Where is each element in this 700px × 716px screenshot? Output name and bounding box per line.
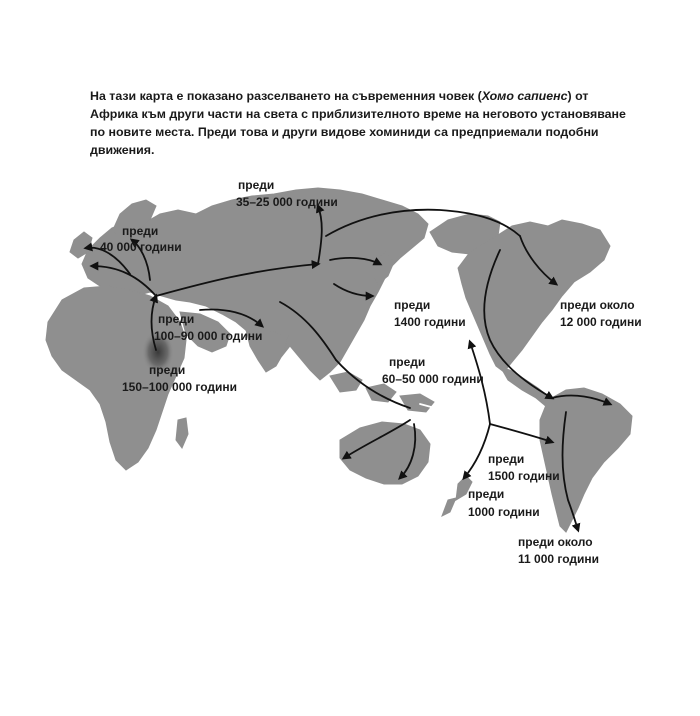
caption-text-2: ) от Африка към други части на света с приблизителното време на неговото установяване по новите места. Преди това и други видове хоминиди са предприемали подобни движения. (90, 89, 626, 157)
label-north-america-line2: 12 000 години (560, 315, 642, 329)
caption-text-1: На тази карта е показано разселването на съвременния човек ( (90, 89, 482, 103)
caption-species: Хомо сапиенс (481, 89, 568, 103)
label-europe-line1: преди (122, 224, 159, 238)
label-siberia-line1: преди (238, 178, 275, 192)
label-north-america-line1: преди около (560, 298, 635, 312)
label-near-east-line2: 100–90 000 години (154, 329, 263, 343)
south-america-landmass (540, 388, 632, 532)
label-asia-oceania-line2: 60–50 000 години (382, 372, 484, 386)
label-south-america-line1: преди около (518, 535, 593, 549)
label-europe-line2: 40 000 години (100, 240, 182, 254)
label-near-east-line1: преди (158, 312, 195, 326)
label-south-america-line2: 11 000 години (518, 552, 600, 566)
label-new-zealand-line2: 1000 години (468, 505, 540, 519)
madagascar-landmass (176, 418, 188, 448)
label-east-africa-line2: 150–100 000 години (122, 380, 238, 394)
label-east-africa-line1: преди (149, 363, 186, 377)
label-pacific-line2: 1400 години (394, 315, 466, 329)
label-new-zealand-line1: преди (468, 487, 505, 501)
label-polynesia-line2: 1500 години (488, 469, 560, 483)
route-pacific-east (420, 404, 490, 424)
label-polynesia-line1: преди (488, 452, 525, 466)
route-to-new-zealand (464, 424, 490, 478)
label-pacific-line1: преди (394, 298, 431, 312)
label-siberia-line2: 35–25 000 години (236, 195, 338, 209)
label-asia-oceania-line1: преди (389, 355, 426, 369)
